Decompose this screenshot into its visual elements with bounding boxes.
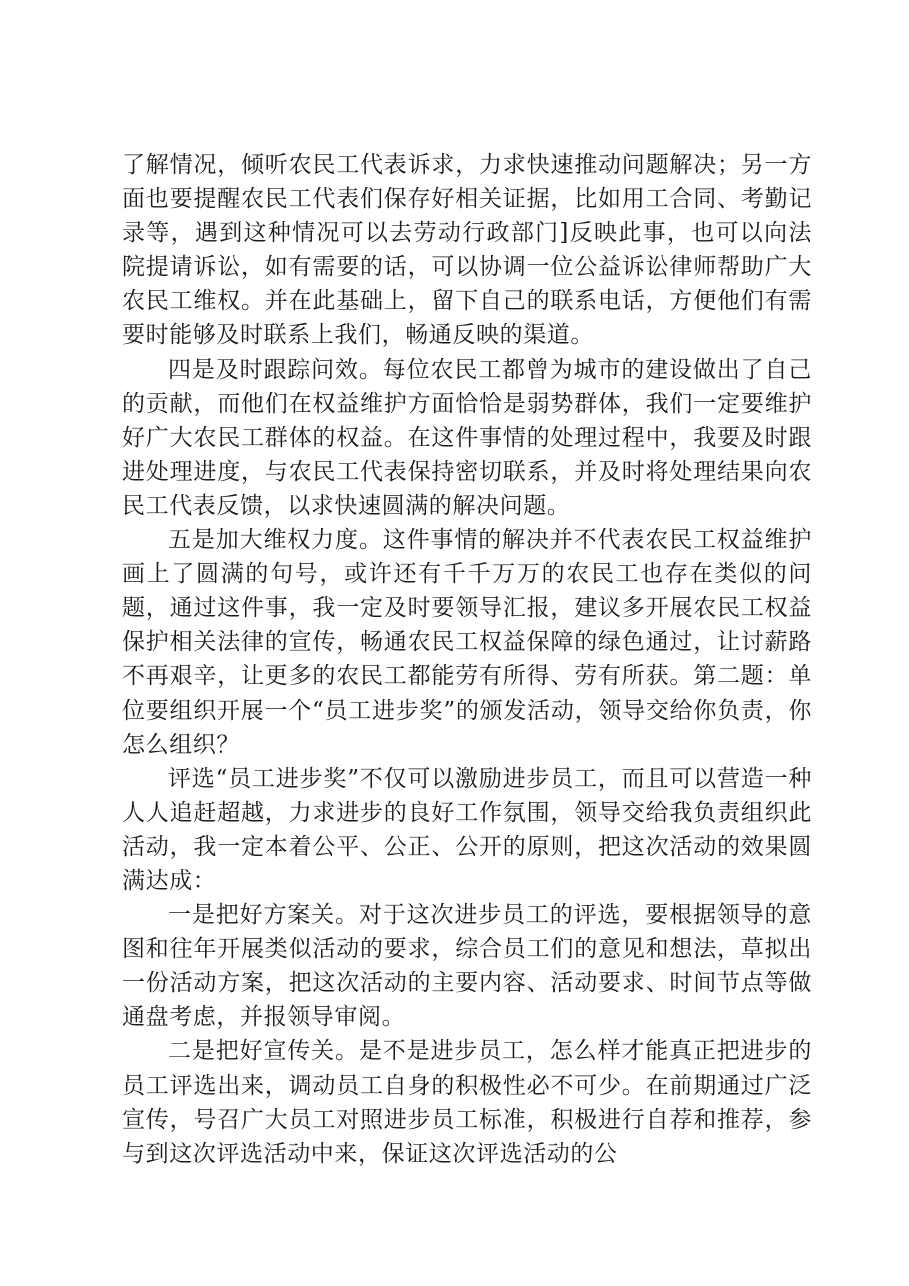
paragraph-continued: 了解情况，倾听农民工代表诉求，力求快速推动问题解决；另一方面也要提醒农民工代表们保存好相关证据，比如用工合同、考勤记录等，遇到这种情况可以去劳动行政部门]反映此事，也可以向法院提请诉讼，如有需要的话，可以协调一位公益诉讼律师帮助广大农民工维权。并在此基础上，留下自己的联系电话，方便他们有需要时能够及时联系上我们，畅通反映的渠道。 (122, 152, 812, 349)
paragraph-intro-award: 评选“员工进步奖”不仅可以激励进步员工，而且可以营造一种人人追赶超越，力求进步的良好工作氛围，领导交给我负责组织此活动，我一定本着公平、公正、公开的原则，把这次活动的效果圆满达成： (122, 765, 812, 894)
paragraph-point-five: 五是加大维权力度。这件事情的解决并不代表农民工权益维护画上了圆满的句号，或许还有千千万万的农民工也存在类似的问题，通过这件事，我一定及时要领导汇报，建议多开展农民工权益保护相关法律的宣传，畅通农民工权益保障的绿色通过，让讨薪路不再艰辛，让更多的农民工都能劳有所得、劳有所获。第二题：单位要组织开展一个“员工进步奖”的颁发活动，领导交给你负责，你怎么组织？ (122, 527, 812, 758)
paragraph-point-four: 四是及时跟踪问效。每位农民工都曾为城市的建设做出了自己的贡献，而他们在权益维护方面恰恰是弱势群体，我们一定要维护好广大农民工群体的权益。在这件事情的处理过程中，我要及时跟进处理进度，与农民工代表保持密切联系，并及时将处理结果向农民工代表反馈，以求快速圆满的解决问题。 (122, 356, 812, 519)
paragraph-plan-step: 一是把好方案关。对于这次进步员工的评选，要根据领导的意图和往年开展类似活动的要求，综合员工们的意见和想法，草拟出一份活动方案，把这次活动的主要内容、活动要求、时间节点等做通盘考虑，并报领导审阅。 (122, 902, 812, 1031)
document-body (122, 148, 812, 1171)
paragraph-publicity-step: 二是把好宣传关。是不是进步员工，怎么样才能真正把进步的员工评选出来，调动员工自身的积极性必不可少。在前期通过广泛宣传，号召广大员工对照进步员工标准，积极进行自荐和推荐，参与到这次评选活动中来，保证这次评选活动的公 (122, 1038, 812, 1167)
